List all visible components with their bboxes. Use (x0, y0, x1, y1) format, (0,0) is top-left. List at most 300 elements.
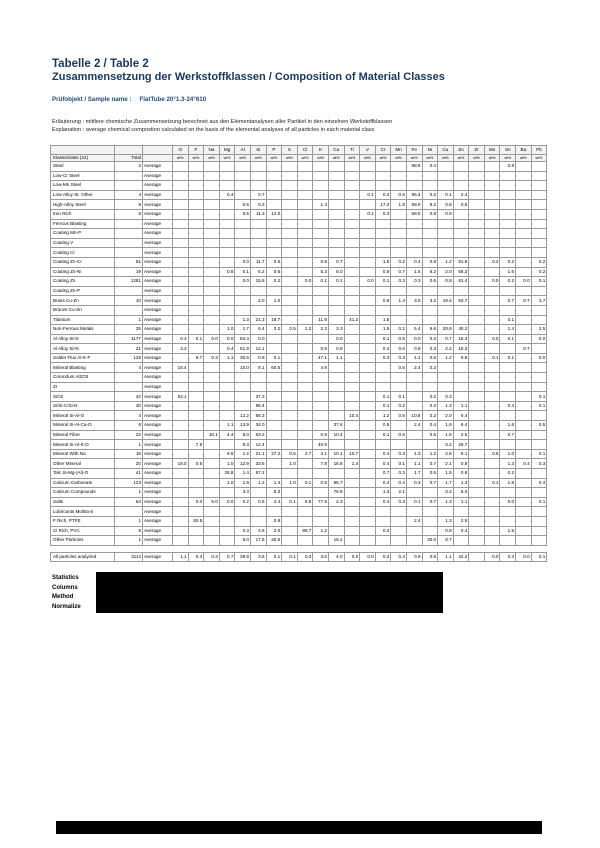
average-label: Average (143, 526, 173, 536)
value-cell: 6.4 (453, 411, 469, 421)
value-cell (188, 190, 204, 200)
value-cell (516, 536, 532, 546)
value-cell (328, 440, 344, 450)
table-row (51, 267, 547, 277)
value-cell: 0.1 (313, 277, 329, 287)
value-cell (328, 229, 344, 239)
value-cell: 82.4 (235, 334, 251, 344)
value-cell (516, 248, 532, 258)
value-cell (219, 382, 235, 392)
value-cell (469, 248, 485, 258)
value-cell (297, 373, 313, 383)
value-cell (204, 325, 220, 335)
value-cell: 40.9 (313, 440, 329, 450)
value-cell (391, 238, 407, 248)
value-cell (188, 267, 204, 277)
value-cell (516, 430, 532, 440)
value-cell (219, 209, 235, 219)
value-cell: 4.0 (328, 552, 344, 562)
class-name: Ferrous Blasting (51, 219, 115, 229)
subheader-row (51, 155, 547, 162)
value-cell: 1.4 (391, 296, 407, 306)
value-cell (250, 229, 266, 239)
value-cell (266, 421, 282, 431)
value-cell (282, 421, 298, 431)
value-cell (344, 238, 360, 248)
value-cell (235, 392, 251, 402)
table-row (51, 526, 547, 536)
value-cell (375, 373, 391, 383)
class-name: Mineral With Na (51, 449, 115, 459)
value-cell (516, 507, 532, 517)
value-cell (173, 325, 189, 335)
title-line-2: Zusammensetzung der Werkstoffklassen / Composition of Material Classes (52, 71, 445, 83)
value-cell: 10.1 (328, 449, 344, 459)
value-cell (484, 497, 500, 507)
average-label: Average (143, 305, 173, 315)
value-cell: 0.5 (282, 449, 298, 459)
value-cell (313, 181, 329, 191)
value-cell (313, 171, 329, 181)
value-cell (422, 507, 438, 517)
table-row (51, 286, 547, 296)
value-cell (313, 219, 329, 229)
value-cell (188, 536, 204, 546)
value-cell (297, 209, 313, 219)
value-cell (188, 488, 204, 498)
value-cell (266, 248, 282, 258)
value-cell: 2.5 (531, 325, 547, 335)
element-header: Fe (406, 146, 422, 155)
value-cell (173, 507, 189, 517)
value-cell (438, 382, 454, 392)
value-cell: 0.1 (297, 478, 313, 488)
value-cell (297, 440, 313, 450)
value-cell (438, 363, 454, 373)
value-cell (219, 181, 235, 191)
value-cell: 18.7 (266, 315, 282, 325)
stat-label: Columns (52, 584, 78, 591)
class-total: 6 (115, 421, 143, 431)
average-label: Average (143, 507, 173, 517)
value-cell: 0.1 (360, 209, 376, 219)
value-cell: 0.0 (484, 277, 500, 287)
class-total (115, 305, 143, 315)
value-cell (297, 459, 313, 469)
value-cell (453, 536, 469, 546)
value-cell: 1.7 (235, 325, 251, 335)
value-cell (438, 286, 454, 296)
value-cell: 0.4 (375, 344, 391, 354)
average-label: Average (143, 440, 173, 450)
value-cell: 5.1 (453, 449, 469, 459)
value-cell: 0.2 (375, 526, 391, 536)
value-cell: 33.5 (250, 459, 266, 469)
value-cell (344, 334, 360, 344)
value-cell (360, 478, 376, 488)
element-header: Mg (219, 146, 235, 155)
value-cell (297, 296, 313, 306)
value-cell (204, 382, 220, 392)
unit-header: wt% (516, 155, 532, 162)
class-name: Si/Si-C/Si-N (51, 401, 115, 411)
element-header: Cu (438, 146, 454, 155)
table-row (51, 440, 547, 450)
value-cell (188, 430, 204, 440)
average-label: Average (143, 248, 173, 258)
value-cell (531, 305, 547, 315)
average-label: Average (143, 392, 173, 402)
unit-header: wt% (453, 155, 469, 162)
element-header: Zn (453, 146, 469, 155)
value-cell: 69.0 (406, 200, 422, 210)
value-cell (484, 229, 500, 239)
value-cell (266, 229, 282, 239)
value-cell: 0.5 (391, 430, 407, 440)
value-cell (235, 219, 251, 229)
value-cell: 2.0 (266, 526, 282, 536)
spacer-cell (115, 545, 143, 552)
value-cell: 0.1 (531, 449, 547, 459)
value-cell: 0.0 (297, 277, 313, 287)
value-cell (453, 209, 469, 219)
value-cell (406, 507, 422, 517)
value-cell (484, 171, 500, 181)
value-cell: 0.5 (266, 257, 282, 267)
value-cell: 0.1 (531, 277, 547, 287)
value-cell (297, 181, 313, 191)
value-cell: 61.9 (235, 344, 251, 354)
value-cell (360, 344, 376, 354)
value-cell (282, 209, 298, 219)
value-cell (313, 248, 329, 258)
average-label: Average (143, 181, 173, 191)
value-cell (531, 430, 547, 440)
value-cell (500, 248, 516, 258)
value-cell (328, 507, 344, 517)
value-cell (500, 488, 516, 498)
header-blank (115, 146, 143, 155)
value-cell (173, 190, 189, 200)
value-cell (406, 440, 422, 450)
value-cell: 0.0 (500, 497, 516, 507)
value-cell: 10.4 (328, 430, 344, 440)
value-cell: 1.2 (422, 449, 438, 459)
value-cell (282, 296, 298, 306)
value-cell (173, 315, 189, 325)
value-cell (313, 469, 329, 479)
value-cell (297, 248, 313, 258)
table-row (51, 238, 547, 248)
value-cell (516, 257, 532, 267)
value-cell (204, 373, 220, 383)
value-cell (422, 315, 438, 325)
value-cell (235, 373, 251, 383)
value-cell (173, 497, 189, 507)
value-cell: 1.3 (235, 315, 251, 325)
class-name: Mineral Si-Al-Ca-O (51, 421, 115, 431)
value-cell: 10.4 (344, 411, 360, 421)
average-label: Average (143, 162, 173, 172)
value-cell: 0.9 (266, 516, 282, 526)
value-cell (328, 382, 344, 392)
value-cell (484, 190, 500, 200)
unit-header: wt% (344, 155, 360, 162)
spacer-cell (328, 545, 344, 552)
value-cell (516, 526, 532, 536)
value-cell (375, 162, 391, 172)
value-cell (484, 440, 500, 450)
value-cell (469, 325, 485, 335)
value-cell: 0.2 (235, 497, 251, 507)
value-cell (328, 526, 344, 536)
value-cell (297, 507, 313, 517)
value-cell: 0.2 (422, 190, 438, 200)
value-cell (531, 344, 547, 354)
value-cell (360, 449, 376, 459)
value-cell (516, 516, 532, 526)
value-cell: 0.1 (531, 401, 547, 411)
average-label: Average (143, 353, 173, 363)
value-cell (219, 373, 235, 383)
value-cell (438, 238, 454, 248)
table-row (51, 536, 547, 546)
value-cell (282, 516, 298, 526)
value-cell: 0.8 (219, 267, 235, 277)
value-cell: 16.6 (328, 459, 344, 469)
value-cell: 1.1 (438, 552, 454, 562)
class-total: 1 (115, 488, 143, 498)
value-cell (313, 392, 329, 402)
value-cell (531, 200, 547, 210)
value-cell (282, 469, 298, 479)
value-cell: 0.7 (219, 552, 235, 562)
value-cell: 37.6 (328, 421, 344, 431)
element-header: Na (204, 146, 220, 155)
value-cell: 62.1 (173, 392, 189, 402)
value-cell (188, 219, 204, 229)
value-cell (282, 315, 298, 325)
value-cell (469, 219, 485, 229)
class-name: Coating Zn-P (51, 286, 115, 296)
value-cell (516, 488, 532, 498)
unit-header: wt% (360, 155, 376, 162)
value-cell (344, 296, 360, 306)
value-cell (313, 536, 329, 546)
class-total: 21 (115, 344, 143, 354)
element-header: Mn (391, 146, 407, 155)
class-total: 123 (115, 478, 143, 488)
value-cell: 2.3 (328, 497, 344, 507)
value-cell: 0.0 (406, 334, 422, 344)
class-total (115, 219, 143, 229)
value-cell (469, 421, 485, 431)
value-cell (484, 315, 500, 325)
element-header: O (173, 146, 189, 155)
value-cell (328, 373, 344, 383)
value-cell (297, 516, 313, 526)
spacer-cell (219, 545, 235, 552)
value-cell (250, 488, 266, 498)
value-cell: 0.3 (391, 497, 407, 507)
value-cell (516, 382, 532, 392)
value-cell: 0.4 (375, 459, 391, 469)
value-cell: 0.4 (375, 497, 391, 507)
value-cell (313, 334, 329, 344)
value-cell (313, 488, 329, 498)
spacer-cell (406, 545, 422, 552)
value-cell (250, 373, 266, 383)
value-cell (531, 238, 547, 248)
element-header: Ca (328, 146, 344, 155)
value-cell: 2.7 (297, 449, 313, 459)
value-cell: 5.0 (453, 488, 469, 498)
value-cell (406, 238, 422, 248)
value-cell: 0.6 (422, 277, 438, 287)
value-cell (375, 219, 391, 229)
value-cell (173, 219, 189, 229)
average-label: Average (143, 516, 173, 526)
value-cell (422, 382, 438, 392)
value-cell: 1.7 (406, 469, 422, 479)
redacted-footer (56, 821, 542, 834)
class-total: 19 (115, 267, 143, 277)
value-cell (422, 373, 438, 383)
average-label: Average (143, 171, 173, 181)
value-cell: 66.2 (453, 267, 469, 277)
explanation-de: Erläuterung : mittlere chemische Zusammensetzung berechnet aus den Elementanalysen aller Partikel in den einzelnen Werkstoffklassen (52, 119, 393, 125)
value-cell (204, 449, 220, 459)
value-cell: 0.3 (375, 353, 391, 363)
value-cell: 3.2 (438, 488, 454, 498)
value-cell: 10.8 (406, 411, 422, 421)
value-cell: 98.8 (406, 162, 422, 172)
value-cell: 1.3 (406, 449, 422, 459)
value-cell (282, 373, 298, 383)
unit-header: wt% (500, 155, 516, 162)
value-cell: 1.0 (282, 459, 298, 469)
element-header: Cl (297, 146, 313, 155)
value-cell: 5.0 (235, 536, 251, 546)
value-cell: 0.5 (531, 421, 547, 431)
value-cell: 1.8 (500, 478, 516, 488)
value-cell (188, 363, 204, 373)
value-cell (391, 536, 407, 546)
value-cell (235, 248, 251, 258)
value-cell (204, 238, 220, 248)
value-cell: 1.4 (235, 469, 251, 479)
value-cell (453, 181, 469, 191)
value-cell (328, 219, 344, 229)
value-cell (406, 536, 422, 546)
value-cell (219, 488, 235, 498)
value-cell (516, 353, 532, 363)
class-total (115, 229, 143, 239)
value-cell (344, 382, 360, 392)
value-cell (453, 305, 469, 315)
value-cell (391, 421, 407, 431)
value-cell (297, 190, 313, 200)
spacer-cell (516, 545, 532, 552)
value-cell (484, 200, 500, 210)
class-name: Solder Flux Al-K-F (51, 353, 115, 363)
value-cell (516, 411, 532, 421)
value-cell: 0.0 (328, 334, 344, 344)
value-cell (219, 411, 235, 421)
class-name: Coating Zn-Ni (51, 267, 115, 277)
value-cell (360, 526, 376, 536)
value-cell (453, 238, 469, 248)
value-cell: 0.8 (375, 296, 391, 306)
class-total: 10 (115, 296, 143, 306)
value-cell (297, 305, 313, 315)
value-cell (282, 430, 298, 440)
value-cell (469, 190, 485, 200)
value-cell (500, 209, 516, 219)
table-row (51, 162, 547, 172)
value-cell: 0.8 (313, 257, 329, 267)
value-cell (297, 401, 313, 411)
value-cell (360, 219, 376, 229)
value-cell (173, 248, 189, 258)
unit-header: wt% (282, 155, 298, 162)
value-cell: 9.3 (235, 440, 251, 450)
value-cell (188, 325, 204, 335)
element-header: Mo (484, 146, 500, 155)
value-cell: 0.6 (422, 552, 438, 562)
value-cell (266, 334, 282, 344)
value-cell (469, 382, 485, 392)
value-cell (297, 488, 313, 498)
class-total: 1 (115, 536, 143, 546)
value-cell: 0.3 (438, 392, 454, 402)
value-cell (266, 382, 282, 392)
value-cell (516, 229, 532, 239)
value-cell (500, 200, 516, 210)
value-cell (531, 373, 547, 383)
value-cell (469, 296, 485, 306)
value-cell (219, 507, 235, 517)
value-cell (313, 373, 329, 383)
value-cell: 5.4 (406, 325, 422, 335)
value-cell: 2.2 (438, 344, 454, 354)
value-cell: 1.1 (328, 353, 344, 363)
value-cell: 0.3 (375, 209, 391, 219)
value-cell (344, 171, 360, 181)
value-cell: 3.5 (406, 296, 422, 306)
value-cell (297, 162, 313, 172)
value-cell: 5.0 (235, 430, 251, 440)
value-cell (204, 440, 220, 450)
element-header: Pb (531, 146, 547, 155)
value-cell (235, 296, 251, 306)
value-cell (297, 171, 313, 181)
value-cell: 2.2 (313, 325, 329, 335)
value-cell (360, 459, 376, 469)
value-cell (484, 267, 500, 277)
class-total (115, 286, 143, 296)
value-cell: 21.3 (250, 315, 266, 325)
value-cell (469, 552, 485, 562)
table-row (51, 516, 547, 526)
value-cell (406, 229, 422, 239)
value-cell (360, 248, 376, 258)
value-cell (375, 305, 391, 315)
value-cell (173, 430, 189, 440)
value-cell: 1.1 (406, 459, 422, 469)
value-cell: 0.5 (282, 325, 298, 335)
explanation (52, 118, 392, 134)
